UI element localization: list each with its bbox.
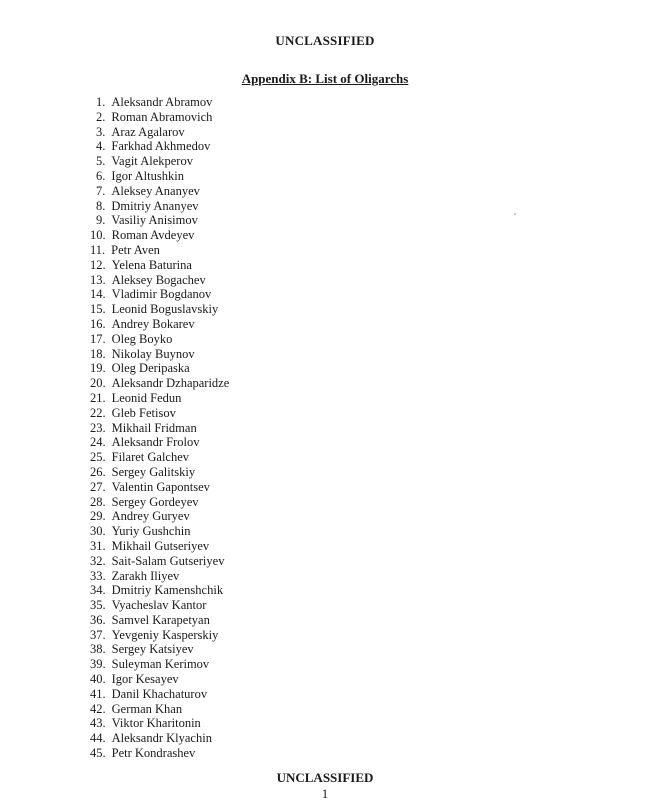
list-item-number: 22. [90, 405, 106, 420]
list-item-number: 23. [90, 420, 106, 435]
list-item-name: Aleksandr Klyachin [111, 731, 212, 746]
list-item [90, 465, 229, 480]
list-item-number: 40. [90, 672, 106, 687]
list-item-name: Vasiliy Anisimov [111, 213, 198, 228]
list-item [90, 672, 229, 687]
list-item-name: Andrey Guryev [111, 509, 190, 524]
list-item-number: 16. [90, 316, 106, 331]
list-item-name: Andrey Bokarev [111, 316, 195, 331]
list-item [90, 376, 229, 391]
list-item-number: 3. [96, 124, 106, 139]
list-item-number: 7. [96, 183, 106, 198]
list-item-number: 13. [90, 272, 106, 287]
list-item [90, 687, 229, 702]
list-item [90, 406, 229, 421]
list-item-name: Zarakh Iliyev [111, 568, 180, 583]
classification-footer: UNCLASSIFIED [276, 770, 374, 785]
list-item-name: Dmitriy Ananyev [111, 198, 199, 213]
list-item-name: Igor Altushkin [111, 168, 184, 183]
list-item-name: Oleg Deripaska [111, 361, 190, 376]
list-item-number: 25. [90, 450, 106, 465]
list-item-number: 41. [90, 686, 106, 701]
list-item [90, 569, 229, 584]
list-item-number: 20. [90, 376, 106, 391]
oligarch-list [90, 95, 229, 761]
list-item-number: 1. [96, 95, 106, 109]
list-item-number: 42. [90, 701, 106, 716]
list-item-name: Leonid Boguslavskiy [111, 302, 219, 317]
list-item-number: 8. [96, 198, 106, 213]
list-item-number: 34. [90, 583, 106, 598]
list-item [90, 495, 229, 510]
list-item-name: Petr Kondrashev [111, 746, 196, 761]
list-item-name: Oleg Boyko [111, 331, 173, 346]
list-item-number: 6. [96, 168, 106, 183]
list-item [90, 302, 229, 317]
list-item-name: Aleksandr Frolov [111, 435, 200, 450]
list-item [90, 243, 229, 258]
list-item-name: Nikolay Buynov [111, 346, 195, 361]
list-item-name: Roman Avdeyev [111, 228, 195, 243]
list-item-number: 39. [90, 657, 106, 672]
list-item-number: 31. [90, 538, 106, 553]
list-item [90, 228, 229, 243]
list-item [90, 598, 229, 613]
list-item [90, 332, 229, 347]
list-item-number: 14. [90, 287, 106, 302]
classification-header: UNCLASSIFIED [275, 33, 375, 48]
list-item-number: 18. [90, 346, 106, 361]
list-item-number: 36. [90, 612, 106, 627]
list-item-name: Aleksandr Dzhaparidze [111, 376, 230, 391]
list-item-name: Mikhail Fridman [111, 420, 197, 435]
list-item-number: 11. [90, 242, 106, 257]
list-item-number: 28. [90, 494, 106, 509]
scan-speck [514, 213, 516, 215]
list-item-name: Sergey Katsiyev [111, 642, 194, 657]
list-item-name: Yuriy Gushchin [111, 524, 191, 539]
list-item [90, 731, 229, 746]
list-item [90, 613, 229, 628]
list-item-number: 21. [90, 390, 106, 405]
list-item-name: Igor Kesayev [111, 672, 179, 687]
list-item [90, 287, 229, 302]
list-item-name: Farkhad Akhmedov [111, 139, 211, 154]
list-item-name: Roman Abramovich [111, 109, 213, 124]
appendix-title: Appendix B: List of Oligarchs [241, 71, 409, 86]
list-item [90, 746, 229, 761]
list-item-name: Suleyman Kerimov [111, 657, 210, 672]
list-item-name: Sergey Gordeyev [111, 494, 199, 509]
list-item [90, 184, 229, 199]
list-item-number: 10. [90, 228, 106, 243]
list-item [90, 213, 229, 228]
list-item [90, 169, 229, 184]
list-item [90, 347, 229, 362]
list-item [90, 524, 229, 539]
list-item-name: Filaret Galchev [111, 450, 190, 465]
list-item-name: Sait-Salam Gutseriyev [111, 553, 225, 568]
list-item-number: 33. [90, 568, 106, 583]
list-item [90, 125, 229, 140]
list-item [90, 657, 229, 672]
list-item-name: Aleksey Ananyev [111, 183, 200, 198]
list-item [90, 139, 229, 154]
list-item-name: German Khan [111, 701, 183, 716]
list-item-name: Leonid Fedun [111, 390, 182, 405]
list-item-number: 38. [90, 642, 106, 657]
list-item-number: 24. [90, 435, 106, 450]
list-item [90, 583, 229, 598]
list-item [90, 154, 229, 169]
list-item [90, 702, 229, 717]
list-item-number: 4. [96, 139, 106, 154]
list-item-number: 43. [90, 716, 106, 731]
list-item-number: 44. [90, 731, 106, 746]
list-item-name: Samvel Karapetyan [111, 612, 210, 627]
list-item [90, 421, 229, 436]
list-item-number: 35. [90, 598, 106, 613]
list-item [90, 391, 229, 406]
list-item [90, 539, 229, 554]
list-item [90, 317, 229, 332]
list-item-name: Vladimir Bogdanov [111, 287, 212, 302]
list-item [90, 435, 229, 450]
list-item-number: 26. [90, 464, 106, 479]
list-item-number: 32. [90, 553, 106, 568]
list-item [90, 273, 229, 288]
list-item-number: 15. [90, 302, 106, 317]
list-item-name: Dmitriy Kamenshchik [111, 583, 224, 598]
list-item-number: 45. [90, 746, 106, 761]
list-item [90, 480, 229, 495]
list-item [90, 628, 229, 643]
list-item [90, 361, 229, 376]
page-number: 1 [321, 786, 329, 801]
list-item-number: 30. [90, 524, 106, 539]
list-item-name: Petr Aven [111, 242, 160, 257]
list-item-name: Aleksey Bogachev [111, 272, 206, 287]
list-item-number: 12. [90, 257, 106, 272]
list-item [90, 509, 229, 524]
list-item-name: Gleb Fetisov [111, 405, 176, 420]
list-item-number: 37. [90, 627, 106, 642]
list-item-name: Danil Khachaturov [111, 686, 208, 701]
list-item [90, 95, 229, 110]
list-item-number: 5. [96, 154, 106, 169]
list-item-name: Aleksandr Abramov [111, 95, 213, 109]
list-item [90, 199, 229, 214]
list-item-number: 9. [96, 213, 106, 228]
list-item-name: Mikhail Gutseriyev [111, 538, 210, 553]
list-item-name: Viktor Kharitonin [111, 716, 201, 731]
list-item [90, 554, 229, 569]
list-item-name: Yelena Baturina [111, 257, 192, 272]
list-item [90, 450, 229, 465]
list-item-number: 29. [90, 509, 106, 524]
list-item [90, 110, 229, 125]
list-item [90, 642, 229, 657]
list-item [90, 716, 229, 731]
list-item-name: Vagit Alekperov [111, 154, 193, 169]
list-item-number: 19. [90, 361, 106, 376]
list-item-name: Yevgeniy Kasperskiy [111, 627, 219, 642]
list-item-name: Araz Agalarov [111, 124, 185, 139]
list-item-number: 2. [96, 109, 106, 124]
list-item-name: Valentin Gapontsev [111, 479, 210, 494]
list-item-number: 17. [90, 331, 106, 346]
list-item [90, 258, 229, 273]
list-item-number: 27. [90, 479, 106, 494]
list-item-name: Sergey Galitskiy [111, 464, 196, 479]
list-item-name: Vyacheslav Kantor [111, 598, 207, 613]
